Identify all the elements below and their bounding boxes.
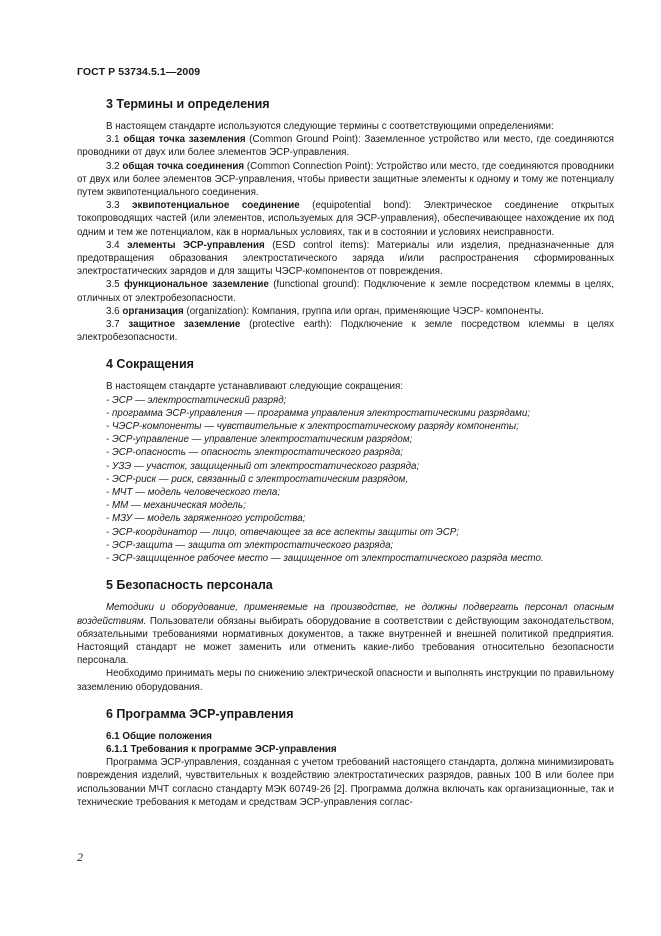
term-name: функциональное заземление [124, 279, 269, 291]
term-3-7: 3.7 защитное заземление (protective earth): Подключение к земле посредством клеммы в целях электробезопасности. [77, 319, 614, 344]
term-name: общая точка заземления [123, 134, 246, 146]
section-4-intro: В настоящем стандарте устанавливают следующие сокращения: [106, 381, 403, 393]
document-header: ГОСТ Р 53734.5.1—2009 [77, 66, 201, 78]
section-5-paragraph-2: Необходимо принимать меры по снижению электрической опасности и выполнять инструкции по правильному заземлению оборудования. [77, 668, 614, 693]
term-3-3: 3.3 эквипотенциальное соединение (equipotential bond): Электрическое соединение открытых токопроводящих частей (или элементов, используемых для ЭСР-управления), обеспечивающее нахождение их под одним и тем же потенциалом, как в нормальных условиях, так и в состоянии и условиях неисправности. [77, 200, 614, 238]
term-3-1: 3.1 общая точка заземления (Common Ground Point): Заземленное устройство или место, где соединяются проводники от двух или более элементов ЭСР-управления. [77, 134, 614, 159]
page-content [77, 96, 614, 809]
abbreviation-list [77, 394, 614, 566]
section-4 [77, 356, 614, 565]
list-item: - ЧЭСР-компоненты — чувствительные к электростатическому разряду компоненты; [106, 421, 519, 433]
section-6-paragraph-1: Программа ЭСР-управления, созданная с учетом требований настоящего стандарта, должна минимизировать повреждения изделий, чувствительных к воздействию электростатических разрядов, равных 100 В или более при использовании МЧТ согласно стандарту МЭК 60749-26 [2]. Программа должна включать как организационные, так и технические требования к методам и средствам ЭСР-управления соглас- [77, 757, 614, 808]
term-name: защитное заземление [128, 319, 241, 331]
list-item: - ЭСР-защита — защита от электростатического разряда; [106, 539, 394, 551]
term-3-4: 3.4 элементы ЭСР-управления (ESD control items): Материалы или изделия, предназначенные для предотвращения образования электростатического заряда и/или распространения сформированных электростатических зарядов и для защиты ЧЭСР-компонентов от повреждения. [77, 239, 614, 278]
list-item: - ЭСР-защищенное рабочее место — защищенное от электростатического разряда место. [106, 553, 544, 565]
term-3-5: 3.5 функциональное заземление (functional ground): Подключение к земле посредством клеммы в целях, отличных от электробезопасности. [77, 279, 614, 304]
section-3 [77, 96, 614, 344]
list-item: - МЧТ — модель человеческого тела; [106, 487, 281, 499]
list-item: - ММ — механическая модель; [106, 500, 246, 512]
subsection-6-1-1-title: 6.1.1 Требования к программе ЭСР-управления [106, 743, 337, 755]
section-5 [77, 577, 614, 693]
list-item: - МЗУ — модель заряженного устройства; [106, 513, 306, 525]
term-name: общая точка соединения [122, 160, 245, 172]
list-item: - ЭСР-координатор — лицо, отвечающее за все аспекты защиты от ЭСР; [106, 526, 459, 538]
list-item: - ЭСР — электростатический разряд; [106, 394, 287, 406]
term-name: эквипотенциальное соединение [132, 200, 300, 212]
subsection-6-1-title: 6.1 Общие положения [106, 730, 213, 742]
list-item: - ЭСР-опасность — опасность электростатического разряда; [106, 447, 404, 459]
section-4-title: 4 Сокращения [106, 357, 194, 372]
term-name: элементы ЭСР-управления [127, 239, 265, 251]
term-3-6: 3.6 организация (organization): Компания, группа или орган, применяющие ЧЭСР- компоненты. [106, 305, 544, 317]
list-item: - ЭСР-риск — риск, связанный с электростатическим разрядом, [106, 473, 409, 485]
list-item: - программа ЭСР-управления — программа управления электростатическими разрядами; [106, 407, 530, 419]
section-3-intro: В настоящем стандарте используются следующие термины с соответствующими определениями: [106, 121, 554, 132]
section-6-title: 6 Программа ЭСР-управления [106, 706, 294, 721]
section-5-title: 5 Безопасность персонала [106, 578, 273, 593]
section-3-title: 3 Термины и определения [106, 97, 270, 111]
section-6 [77, 706, 614, 809]
list-item: - УЗЭ — участок, защищенный от электростатического разряда; [106, 460, 420, 472]
page-number: 2 [77, 850, 83, 864]
section-5-paragraph-1: Методики и оборудование, применяемые на производстве, не должны подвергать персонал опасным воздействиям. Пользователи обязаны выбирать оборудование в соответствии с действующим законодательством, обязательными требованиями нормативных документов, а также внутренней и внешней политикой предприятия. Настоящий стандарт не может заменить или отменить какие-либо требования относительно безопасности персонала. [77, 602, 614, 667]
list-item: - ЭСР-управление — управление электростатическим разрядом; [106, 434, 413, 446]
term-name: организация [122, 305, 184, 317]
term-3-2: 3.2 общая точка соединения (Common Connection Point): Устройство или место, где соединяются проводники от двух или более элементов ЭСР-управления, чтобы привести защитные элементы к одному и тому же потенциалу путем эквипотенциального соединения. [77, 160, 615, 199]
